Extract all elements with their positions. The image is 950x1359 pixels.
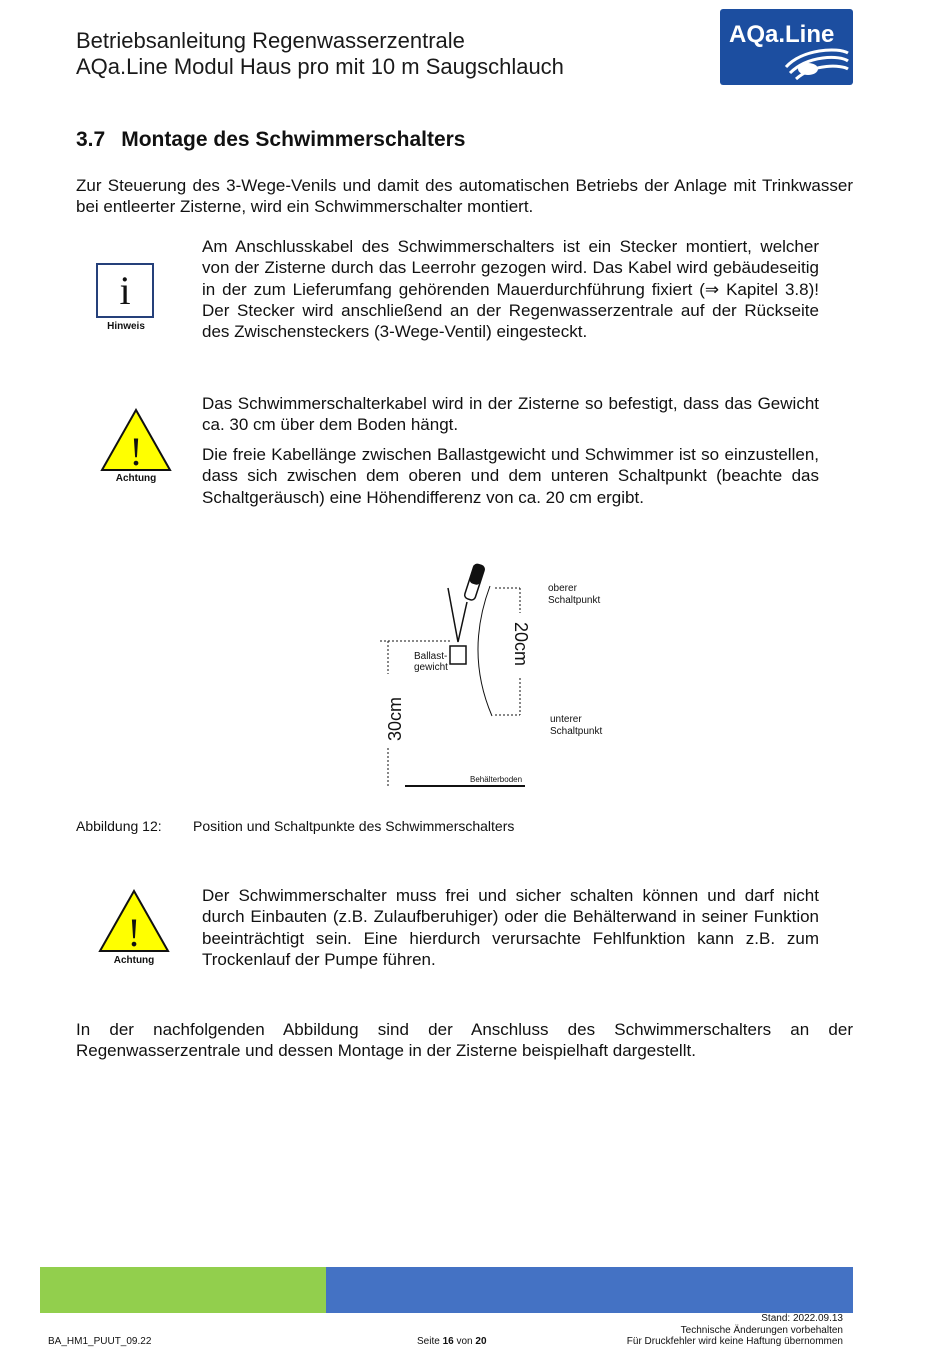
document-title-line2: AQa.Line Modul Haus pro mit 10 m Saugschlauch [76, 54, 564, 79]
footer-band-blue [326, 1267, 853, 1313]
lower-point-label-line2: Schaltpunkt [550, 726, 603, 737]
ballast-label-line1: Ballast- [414, 651, 448, 662]
float-switch-diagram [370, 558, 620, 793]
hint-paragraph: Am Anschlusskabel des Schwimmerschalters ist ein Stecker montiert, welcher von der Zisterne durch das Leerrohr gezogen wird. Das Kabel wird gebäudeseitig in der zum Lieferumfang gehörenden Mauerdurchführung fixiert (⇒ Kapitel 3.8)! Der Stecker wird anschließend an der Regenwasserzentrale auf der Rückseite des Zwischensteckers (3-Wege-Ventil) eingesteckt. [202, 237, 819, 342]
aqaline-logo [720, 9, 853, 85]
document-title-line1: Betriebsanleitung Regenwasserzentrale [76, 28, 465, 53]
warning-paragraph-free-switching: Der Schwimmerschalter muss frei und sicher schalten können und darf nicht durch Einbauten (z.B. Zulaufberuhiger) oder die Behälterwand in seiner Funktion beeinträchtigt sein. Eine hierdurch verursachte Fehlfunktion kann z.B. zum Trockenlauf der Pumpe führen. [202, 886, 819, 969]
floor-label: Behälterboden [470, 775, 523, 784]
figure-caption-text: Position und Schaltpunkte des Schwimmerschalters [193, 818, 515, 834]
info-icon [96, 263, 154, 318]
dimension-30-label: 30cm [385, 696, 405, 741]
dimension-20-label: 20cm [511, 622, 531, 667]
footer-disclaimer: Für Druckfehler wird keine Haftung übernommen [626, 1336, 843, 1347]
warning-icon-label: Achtung [115, 473, 157, 484]
hint-icon-label: Hinweis [107, 321, 145, 332]
section-number: 3.7 [76, 128, 106, 151]
outro-paragraph: In der nachfolgenden Abbildung sind der Anschluss des Schwimmerschalters an der Regenwasserzentrale und dessen Montage in der Zisterne beispielhaft dargestellt. [76, 1020, 853, 1061]
footer-doc-code: BA_HM1_PUUT_09.22 [48, 1336, 152, 1347]
info-icon-glyph: i [119, 268, 131, 313]
lower-point-label-line1: unterer [550, 714, 582, 725]
ballast-label-line2: gewicht [414, 662, 448, 673]
warning-glyph: ! [129, 429, 143, 472]
page-total: 20 [475, 1336, 487, 1347]
float-swing-arc [478, 586, 492, 716]
warning-paragraph-weight: Das Schwimmerschalterkabel wird in der Zisterne so befestigt, dass das Gewicht ca. 30 cm über dem Boden hängt. [202, 394, 819, 435]
footer-page-number [417, 1336, 487, 1347]
document-title [76, 28, 564, 80]
footer-changes: Technische Änderungen vorbehalten [680, 1324, 843, 1336]
page-prefix: Seite [417, 1336, 443, 1347]
section-heading [76, 128, 466, 152]
footer-stand: Stand: 2022.09.13 [761, 1313, 843, 1324]
warning-triangle-icon [100, 408, 172, 472]
footer-band-green [40, 1267, 326, 1313]
figure-caption-label: Abbildung 12: [76, 818, 162, 834]
aqaline-logo-graphic [720, 9, 853, 85]
float-switch-diagram-svg [370, 558, 620, 793]
ballast-weight [450, 646, 466, 664]
upper-point-label-line2: Schaltpunkt [548, 595, 601, 606]
warning-glyph-2: ! [127, 910, 141, 953]
section-title: Montage des Schwimmerschalters [121, 128, 466, 151]
upper-point-label-line1: oberer [548, 583, 577, 594]
warning-icon-2 [98, 889, 170, 953]
float-body [464, 563, 486, 601]
page-current: 16 [442, 1336, 454, 1347]
page-separator: von [453, 1336, 476, 1347]
intro-paragraph: Zur Steuerung des 3-Wege-Venils und damit des automatischen Betriebs der Anlage mit Trinkwasser bei entleerter Zisterne, wird ein Schwimmerschalter montiert. [76, 176, 853, 217]
warning-icon [100, 408, 172, 472]
warning-icon-label-2: Achtung [113, 955, 155, 966]
footer-notes [627, 1313, 843, 1348]
warning-triangle-icon [98, 889, 170, 953]
logo-text: AQa.Line [729, 21, 835, 48]
warning-paragraph-cable-length: Die freie Kabellänge zwischen Ballastgewicht und Schwimmer ist so einzustellen, dass sich zwischen dem oberen und dem unteren Schaltpunkt (beachte das Schaltgeräusch) eine Höhendifferenz von ca. 20 cm ergibt. [202, 445, 819, 507]
